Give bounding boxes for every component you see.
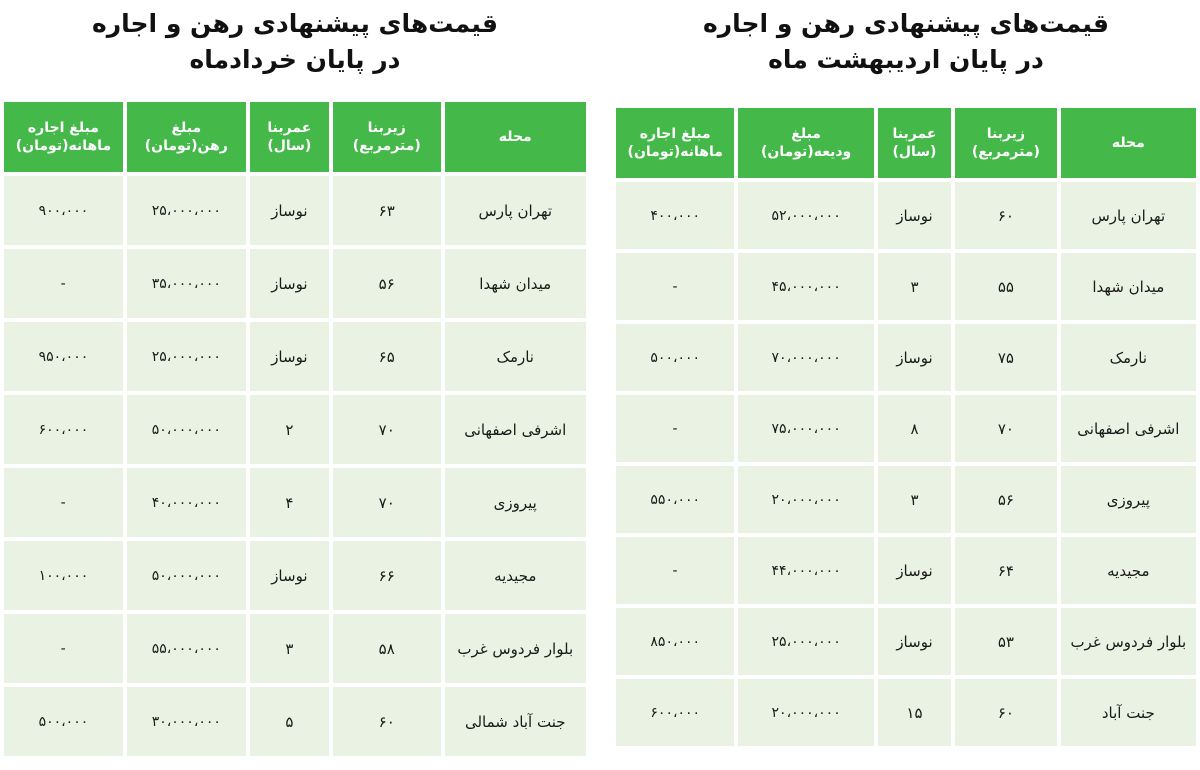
ordibehesht-price-table [612,104,1200,750]
cell-area: ۶۶ [333,541,441,610]
column-header-area [955,108,1057,178]
column-header-text: ودیعه(تومان) [761,144,852,160]
column-header-neighborhood [445,102,587,172]
cell-area: ۵۶ [333,249,441,318]
cell-building-age: ۲ [250,395,329,464]
ordibehesht-panel [612,0,1200,750]
cell-building-age: ۱۵ [878,679,951,746]
cell-deposit: ۲۵،۰۰۰،۰۰۰ [127,176,246,245]
column-header-text: زیربنا [367,120,406,136]
cell-neighborhood: پیروزی [445,468,587,537]
cell-neighborhood: بلوار فردوس غرب [1061,608,1196,675]
column-header-text: ماهانه(تومان) [627,144,723,160]
cell-building-age: نوساز [878,182,951,249]
cell-area: ۷۰ [955,395,1057,462]
table-row [4,614,586,683]
column-header-deposit [127,102,246,172]
table-row [616,182,1196,249]
cell-neighborhood: نارمک [1061,324,1196,391]
cell-deposit: ۴۵،۰۰۰،۰۰۰ [738,253,873,320]
column-header-text: محله [1111,135,1145,151]
cell-neighborhood: تهران پارس [1061,182,1196,249]
table-row [616,537,1196,604]
cell-deposit: ۲۵،۰۰۰،۰۰۰ [127,322,246,391]
cell-monthly-rent: - [616,253,734,320]
cell-deposit: ۲۵،۰۰۰،۰۰۰ [738,608,873,675]
ordibehesht-title [612,0,1200,100]
cell-monthly-rent: ۸۵۰،۰۰۰ [616,608,734,675]
cell-area: ۶۳ [333,176,441,245]
cell-area: ۶۴ [955,537,1057,604]
cell-neighborhood: مجیدیه [1061,537,1196,604]
cell-neighborhood: میدان شهدا [1061,253,1196,320]
khordad-title-line2: در پایان خردادماه [189,45,401,74]
cell-monthly-rent: ۶۰۰،۰۰۰ [616,679,734,746]
table-row [4,541,586,610]
cell-area: ۶۰ [955,182,1057,249]
cell-neighborhood: میدان شهدا [445,249,587,318]
cell-building-age: نوساز [250,176,329,245]
cell-monthly-rent: ۶۰۰،۰۰۰ [4,395,123,464]
table-row [616,395,1196,462]
table-row [616,608,1196,675]
table-row [4,249,586,318]
khordad-title-line1: قیمت‌های پیشنهادی رهن و اجاره [91,9,498,38]
column-header-text: ماهانه(تومان) [15,138,112,154]
cell-neighborhood: اشرفی اصفهانی [445,395,587,464]
column-header-deposit [738,108,873,178]
table-row [4,395,586,464]
table-row [4,176,586,245]
column-header-text: محله [498,129,532,145]
cell-building-age: نوساز [878,324,951,391]
cell-deposit: ۲۰،۰۰۰،۰۰۰ [738,679,873,746]
cell-monthly-rent: ۵۰۰،۰۰۰ [4,687,123,756]
cell-monthly-rent: - [616,537,734,604]
cell-area: ۶۰ [955,679,1057,746]
cell-building-age: ۳ [878,253,951,320]
cell-monthly-rent: - [4,468,123,537]
cell-monthly-rent: ۵۰۰،۰۰۰ [616,324,734,391]
table-row [4,468,586,537]
cell-building-age: ۵ [250,687,329,756]
column-header-neighborhood [1061,108,1196,178]
cell-building-age: ۳ [878,466,951,533]
cell-area: ۶۵ [333,322,441,391]
cell-building-age: نوساز [878,608,951,675]
cell-monthly-rent: ۱۰۰،۰۰۰ [4,541,123,610]
cell-monthly-rent: ۵۵۰،۰۰۰ [616,466,734,533]
column-header-text: (سال) [267,138,312,154]
column-header-text: مبلغ [171,120,202,136]
cell-deposit: ۵۰،۰۰۰،۰۰۰ [127,541,246,610]
cell-neighborhood: تهران پارس [445,176,587,245]
column-header-monthly-rent [616,108,734,178]
cell-deposit: ۵۰،۰۰۰،۰۰۰ [127,395,246,464]
table-row [616,324,1196,391]
column-header-text: عمربنا [892,126,937,142]
cell-neighborhood: مجیدیه [445,541,587,610]
khordad-title [0,0,590,100]
cell-deposit: ۵۲،۰۰۰،۰۰۰ [738,182,873,249]
cell-building-age: ۳ [250,614,329,683]
table-row [616,466,1196,533]
column-header-text: رهن(تومان) [144,138,228,154]
cell-building-age: نوساز [250,322,329,391]
table-header-row [4,102,586,172]
cell-monthly-rent: - [4,614,123,683]
column-header-monthly-rent [4,102,123,172]
cell-monthly-rent: - [4,249,123,318]
cell-monthly-rent: - [616,395,734,462]
cell-monthly-rent: ۹۰۰،۰۰۰ [4,176,123,245]
column-header-building-age [250,102,329,172]
cell-deposit: ۷۰،۰۰۰،۰۰۰ [738,324,873,391]
cell-area: ۷۰ [333,468,441,537]
column-header-text: (سال) [892,144,937,160]
cell-building-age: نوساز [250,249,329,318]
column-header-text: مبلغ اجاره [639,126,711,142]
khordad-price-table [0,98,590,760]
cell-deposit: ۴۰،۰۰۰،۰۰۰ [127,468,246,537]
cell-area: ۵۸ [333,614,441,683]
cell-monthly-rent: ۹۵۰،۰۰۰ [4,322,123,391]
cell-neighborhood: جنت آباد شمالی [445,687,587,756]
khordad-panel [0,0,590,760]
cell-deposit: ۳۰،۰۰۰،۰۰۰ [127,687,246,756]
cell-neighborhood: جنت آباد [1061,679,1196,746]
cell-area: ۷۰ [333,395,441,464]
cell-neighborhood: پیروزی [1061,466,1196,533]
column-header-text: مبلغ [791,126,821,142]
cell-neighborhood: اشرفی اصفهانی [1061,395,1196,462]
column-header-text: عمربنا [267,120,312,136]
ordibehesht-title-line1: قیمت‌های پیشنهادی رهن و اجاره [702,9,1109,38]
table-row [616,253,1196,320]
cell-area: ۵۵ [955,253,1057,320]
column-header-text: (مترمربع) [971,144,1040,160]
cell-building-age: نوساز [878,537,951,604]
cell-area: ۶۰ [333,687,441,756]
cell-area: ۵۳ [955,608,1057,675]
table-row [4,687,586,756]
cell-deposit: ۷۵،۰۰۰،۰۰۰ [738,395,873,462]
cell-building-age: ۴ [250,468,329,537]
cell-monthly-rent: ۴۰۰،۰۰۰ [616,182,734,249]
cell-building-age: نوساز [250,541,329,610]
column-header-text: مبلغ اجاره [27,120,99,136]
table-row [616,679,1196,746]
cell-deposit: ۳۵،۰۰۰،۰۰۰ [127,249,246,318]
column-header-area [333,102,441,172]
cell-deposit: ۲۰،۰۰۰،۰۰۰ [738,466,873,533]
cell-building-age: ۸ [878,395,951,462]
ordibehesht-title-line2: در پایان اردیبهشت ماه [768,45,1044,74]
table-row [4,322,586,391]
cell-neighborhood: نارمک [445,322,587,391]
column-header-text: زیربنا [986,126,1026,142]
column-header-building-age [878,108,951,178]
cell-deposit: ۴۴،۰۰۰،۰۰۰ [738,537,873,604]
cell-area: ۷۵ [955,324,1057,391]
table-header-row [616,108,1196,178]
column-header-text: (مترمربع) [352,138,421,154]
cell-area: ۵۶ [955,466,1057,533]
cell-deposit: ۵۵،۰۰۰،۰۰۰ [127,614,246,683]
cell-neighborhood: بلوار فردوس غرب [445,614,587,683]
